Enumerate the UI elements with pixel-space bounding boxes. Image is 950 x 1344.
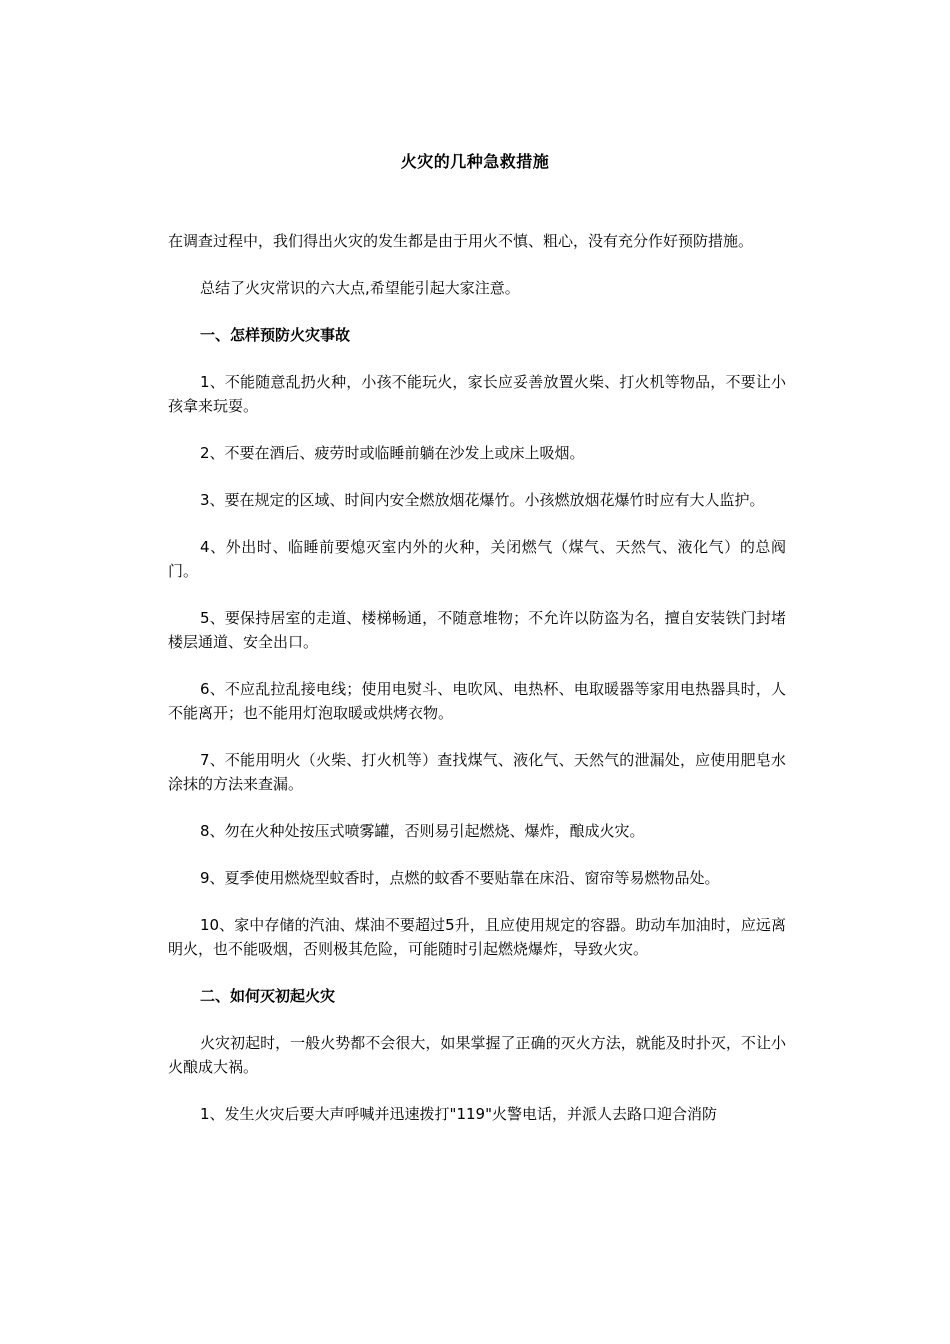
paragraph: 6、不应乱拉乱接电线；使用电熨斗、电吹风、电热杯、电取暖器等家用电热器具时，人不能离开；也不能用灯泡取暖或烘烤衣物。 bbox=[168, 680, 786, 722]
paragraph: 3、要在规定的区域、时间内安全燃放烟花爆竹。小孩燃放烟花爆竹时应有大人监护。 bbox=[200, 491, 765, 509]
section-heading: 一、怎样预防火灾事故 bbox=[200, 326, 351, 344]
paragraph: 1、不能随意乱扔火种，小孩不能玩火，家长应妥善放置火柴、打火机等物品，不要让小孩拿来玩耍。 bbox=[168, 373, 786, 415]
paragraph: 7、不能用明火（火柴、打火机等）查找煤气、液化气、天然气的泄漏处，应使用肥皂水涂抹的方法来查漏。 bbox=[168, 751, 786, 793]
paragraph: 4、外出时、临睡前要熄灭室内外的火种，关闭燃气（煤气、天然气、液化气）的总阀门。 bbox=[168, 538, 786, 580]
paragraph: 在调查过程中，我们得出火灾的发生都是由于用火不慎、粗心，没有充分作好预防措施。 bbox=[168, 232, 754, 250]
paragraph: 10、家中存储的汽油、煤油不要超过5升，且应使用规定的容器。助动车加油时，应远离明火，也不能吸烟，否则极其危险，可能随时引起燃烧爆炸，导致火灾。 bbox=[168, 916, 786, 958]
document-body bbox=[168, 229, 786, 1149]
paragraph: 火灾初起时，一般火势都不会很大，如果掌握了正确的灭火方法，就能及时扑灭，不让小火酿成大祸。 bbox=[168, 1034, 786, 1076]
paragraph: 总结了火灾常识的六大点,希望能引起大家注意。 bbox=[200, 279, 520, 297]
paragraph: 1、发生火灾后要大声呼喊并迅速拨打"119"火警电话，并派人去路口迎合消防 bbox=[200, 1105, 717, 1123]
document-title: 火灾的几种急救措施 bbox=[400, 152, 550, 171]
paragraph: 2、不要在酒后、疲劳时或临睡前躺在沙发上或床上吸烟。 bbox=[200, 444, 585, 462]
paragraph: 8、勿在火种处按压式喷雾罐，否则易引起燃烧、爆炸，酿成火灾。 bbox=[200, 822, 645, 840]
paragraph: 5、要保持居室的走道、楼梯畅通，不随意堆物；不允许以防盗为名，擅自安装铁门封堵楼层通道、安全出口。 bbox=[168, 609, 786, 651]
paragraph: 9、夏季使用燃烧型蚊香时，点燃的蚊香不要贴靠在床沿、窗帘等易燃物品处。 bbox=[200, 869, 720, 887]
section-heading: 二、如何灭初起火灾 bbox=[200, 987, 336, 1005]
